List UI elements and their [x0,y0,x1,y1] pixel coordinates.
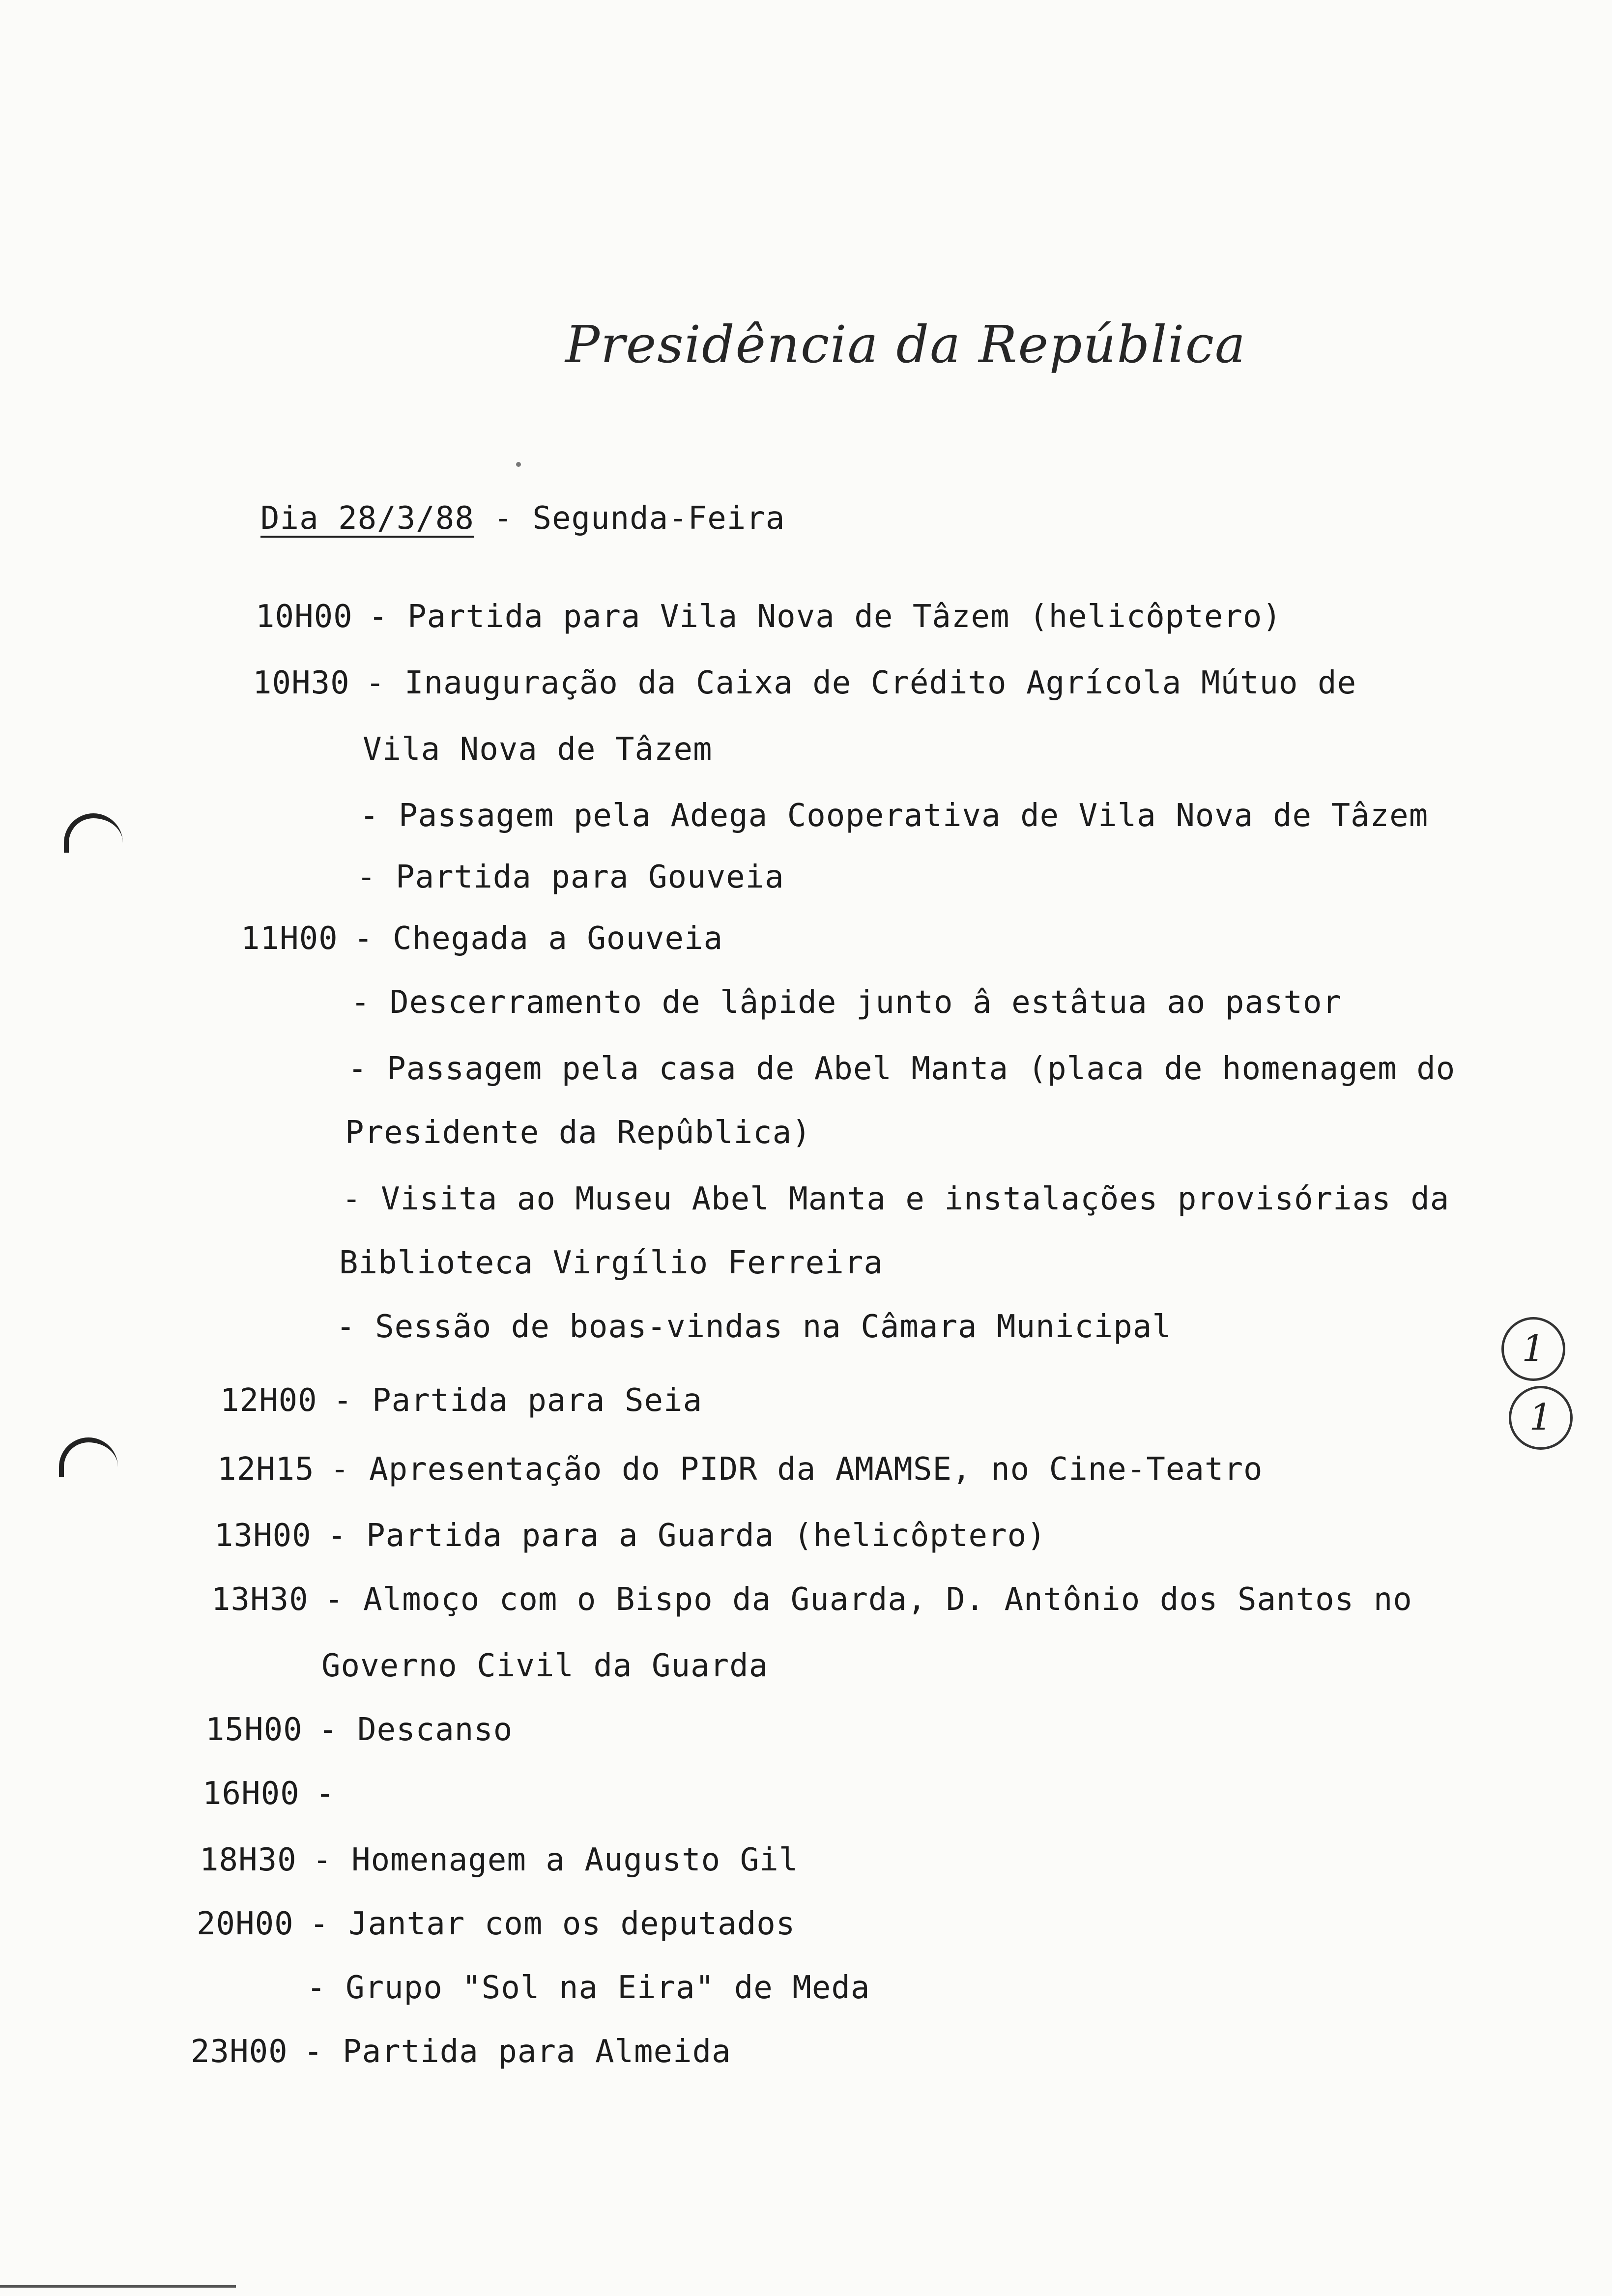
schedule-item: - Partida para Almeida [304,2034,731,2070]
date-label: Dia 28/3/88 [260,500,474,537]
schedule-time: 20H00 [197,1906,294,1942]
schedule-item: - Partida para Vila Nova de Tâzem (helicôptero) [369,599,1282,635]
schedule-time: 13H30 [211,1581,309,1618]
schedule-time: 16H00 [202,1776,300,1812]
binder-hole-mark [59,1437,118,1477]
schedule-item: Biblioteca Virgílio Ferreira [339,1245,883,1281]
schedule-item: - Passagem pela Adega Cooperativa de Vila Nova de Tâzem [360,798,1429,834]
schedule-item: - Descanso [318,1712,513,1748]
schedule-item: - Chegada a Gouveia [354,920,723,957]
schedule-time: 12H15 [217,1451,315,1488]
margin-note-circle: 1 [1501,1317,1565,1381]
schedule-item: Presidente da Repûblica) [345,1115,811,1151]
schedule-time: 23H00 [191,2034,288,2070]
schedule-item: - Visita ao Museu Abel Manta e instalações provisórias da [342,1181,1450,1217]
schedule-time: 13H00 [214,1518,312,1554]
schedule-item: - Partida para Seia [333,1382,703,1419]
date-header [260,499,785,538]
schedule-item: - Descerramento de lâpide junto â estâtua ao pastor [351,984,1342,1021]
schedule-time: 10H30 [253,665,350,701]
schedule-item: - [316,1776,335,1812]
schedule-item: - Partida para a Guarda (helicôptero) [327,1518,1046,1554]
schedule-item: - Almoço com o Bispo da Guarda, D. Antônio dos Santos no [324,1581,1412,1618]
schedule-item: Governo Civil da Guarda [321,1648,769,1684]
binder-hole-mark [64,813,123,853]
schedule-item: - Homenagem a Augusto Gil [313,1842,799,1878]
schedule-time: 18H30 [200,1842,297,1878]
schedule-item: - Jantar com os deputados [310,1906,796,1942]
schedule-time: 15H00 [205,1712,303,1748]
schedule-item: - Inauguração da Caixa de Crédito Agrícola Mútuo de [366,665,1357,701]
ink-speck [516,462,521,467]
schedule-item: - Passagem pela casa de Abel Manta (placa de homenagem do [348,1051,1456,1087]
margin-note-circle: 1 [1509,1386,1573,1450]
schedule-time: 11H00 [241,920,338,957]
schedule-item: - Grupo "Sol na Eira" de Meda [307,1970,870,2006]
bottom-edge-line [0,2285,236,2288]
schedule-item: - Apresentação do PIDR da AMAMSE, no Cine-Teatro [330,1451,1263,1488]
schedule-item: Vila Nova de Tâzem [363,731,713,768]
weekday-label: Segunda-Feira [532,500,785,537]
schedule-item: - Partida para Gouveia [357,859,784,895]
letterhead-title: Presidência da República [565,315,1246,374]
schedule-time: 10H00 [256,599,353,635]
date-separator: - [493,500,513,537]
schedule-item: - Sessão de boas-vindas na Câmara Municipal [336,1309,1172,1345]
schedule-time: 12H00 [220,1382,317,1419]
